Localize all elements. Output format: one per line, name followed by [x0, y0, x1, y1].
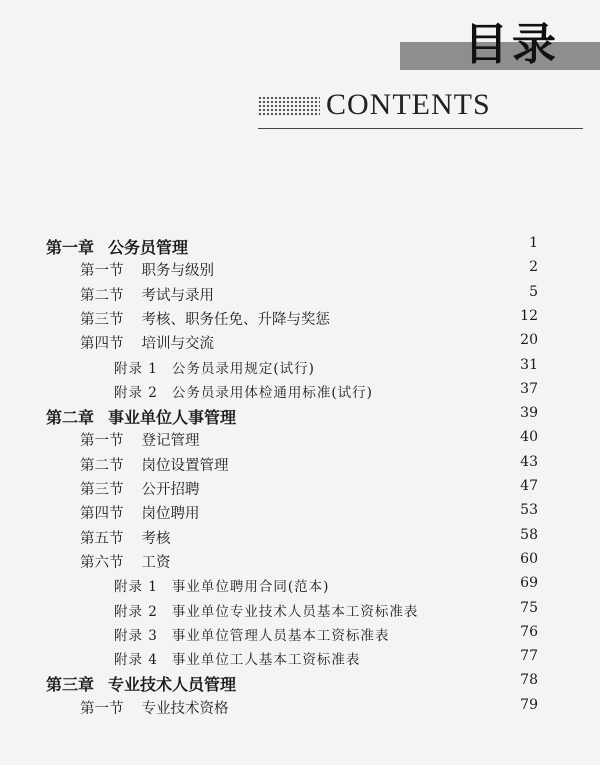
chapter-entry[interactable]: [0, 235, 600, 259]
page-number: 53: [520, 502, 538, 519]
chapter-entry[interactable]: [0, 405, 600, 429]
section-entry[interactable]: [0, 551, 600, 575]
section-number: 第二节: [80, 287, 124, 304]
appendix-label: [114, 381, 373, 401]
appendix-entry[interactable]: [0, 648, 600, 672]
section-entry[interactable]: [0, 454, 600, 478]
section-entry[interactable]: [0, 697, 600, 721]
section-number: 第二节: [80, 457, 124, 474]
section-entry[interactable]: [0, 527, 600, 551]
section-title: 考试与录用: [141, 287, 214, 304]
appendix-label: [114, 600, 418, 620]
chapter-label: [46, 405, 236, 428]
section-number: 第一节: [80, 263, 124, 280]
appendix-number: 附录 1: [114, 360, 158, 377]
section-label: [80, 429, 200, 450]
section-title: 工资: [141, 554, 171, 571]
section-number: 第五节: [80, 530, 124, 547]
dot-pattern: [258, 96, 320, 116]
section-entry[interactable]: [0, 308, 600, 332]
page-number: 69: [520, 575, 538, 592]
page-number: 75: [520, 599, 538, 616]
section-label: [80, 551, 171, 572]
page-number: 37: [520, 380, 538, 397]
section-number: 第一节: [80, 700, 124, 717]
section-entry[interactable]: [0, 332, 600, 356]
appendix-title: 公务员录用规定(试行): [171, 360, 315, 377]
contents-subtitle: CONTENTS: [326, 88, 491, 121]
chapter-title: 专业技术人员管理: [108, 675, 237, 695]
appendix-title: 事业单位管理人员基本工资标准表: [171, 627, 390, 644]
page-number: 1: [529, 235, 538, 251]
section-number: 第六节: [80, 554, 124, 571]
section-entry[interactable]: [0, 284, 600, 308]
appendix-entry[interactable]: [0, 357, 600, 381]
section-number: 第三节: [80, 482, 124, 498]
section-title: 公开招聘: [141, 482, 200, 498]
page-number: 43: [520, 453, 538, 470]
section-title: 职务与级别: [141, 263, 214, 280]
section-label: [80, 527, 171, 548]
section-label: [80, 284, 214, 305]
page-number: 78: [520, 672, 538, 689]
section-title: 专业技术资格: [141, 700, 229, 717]
section-title: 考核: [141, 530, 171, 547]
section-title: 岗位聘用: [141, 506, 200, 523]
appendix-entry[interactable]: [0, 600, 600, 624]
page-number: 40: [520, 429, 538, 446]
page-number: 58: [520, 526, 538, 543]
section-title: 培训与交流: [141, 336, 214, 353]
chapter-title: 公务员管理: [108, 238, 189, 257]
section-title: 岗位设置管理: [141, 457, 229, 474]
section-number: 第四节: [80, 336, 124, 353]
appendix-number: 附录 4: [114, 652, 158, 669]
appendix-entry[interactable]: [0, 381, 600, 405]
chapter-title: 事业单位人事管理: [108, 408, 237, 428]
appendix-title: 事业单位专业技术人员基本工资标准表: [171, 603, 419, 620]
section-number: 第一节: [80, 433, 124, 450]
appendix-title: 事业单位工人基本工资标准表: [171, 652, 361, 669]
appendix-title: 公务员录用体检通用标准(试行): [171, 384, 373, 401]
section-label: [80, 259, 214, 280]
section-label: [80, 454, 229, 475]
chapter-label: [46, 235, 188, 258]
page-number: 5: [529, 283, 538, 300]
section-label: [80, 308, 330, 329]
page-title: 目录: [464, 19, 560, 70]
chapter-number: 第三章: [46, 675, 95, 695]
appendix-title: 事业单位聘用合同(范本): [171, 579, 330, 596]
chapter-entry[interactable]: [0, 672, 600, 696]
section-entry[interactable]: [0, 259, 600, 283]
page-number: 76: [520, 623, 538, 640]
page-number: 77: [520, 648, 538, 665]
section-label: [80, 697, 229, 718]
page-number: 47: [520, 478, 538, 494]
appendix-number: 附录 3: [114, 627, 158, 644]
page-number: 2: [529, 259, 538, 276]
appendix-number: 附录 1: [114, 579, 158, 596]
page-number: 20: [520, 332, 538, 349]
appendix-label: [114, 357, 315, 377]
page-number: 12: [520, 307, 538, 324]
section-label: [80, 478, 200, 499]
page-number: 79: [520, 696, 538, 713]
contents-heading: [258, 88, 588, 124]
section-number: 第三节: [80, 311, 124, 328]
section-title: 登记管理: [141, 433, 200, 450]
appendix-number: 附录 2: [114, 384, 158, 401]
section-number: 第四节: [80, 506, 124, 523]
section-entry[interactable]: [0, 429, 600, 453]
section-entry[interactable]: [0, 478, 600, 502]
appendix-label: [114, 624, 389, 644]
page-number: 39: [520, 405, 538, 422]
appendix-label: [114, 648, 360, 668]
section-label: [80, 502, 200, 523]
appendix-entry[interactable]: [0, 575, 600, 599]
page-number: 31: [520, 356, 538, 373]
section-title: 考核、职务任免、升降与奖惩: [141, 311, 330, 328]
appendix-entry[interactable]: [0, 624, 600, 648]
appendix-label: [114, 575, 329, 595]
contents-divider: [258, 128, 583, 129]
chapter-number: 第一章: [46, 238, 95, 257]
section-label: [80, 332, 214, 353]
page-number: 60: [520, 550, 538, 567]
section-entry[interactable]: [0, 502, 600, 526]
appendix-number: 附录 2: [114, 603, 158, 620]
chapter-label: [46, 672, 236, 695]
chapter-number: 第二章: [46, 408, 95, 428]
